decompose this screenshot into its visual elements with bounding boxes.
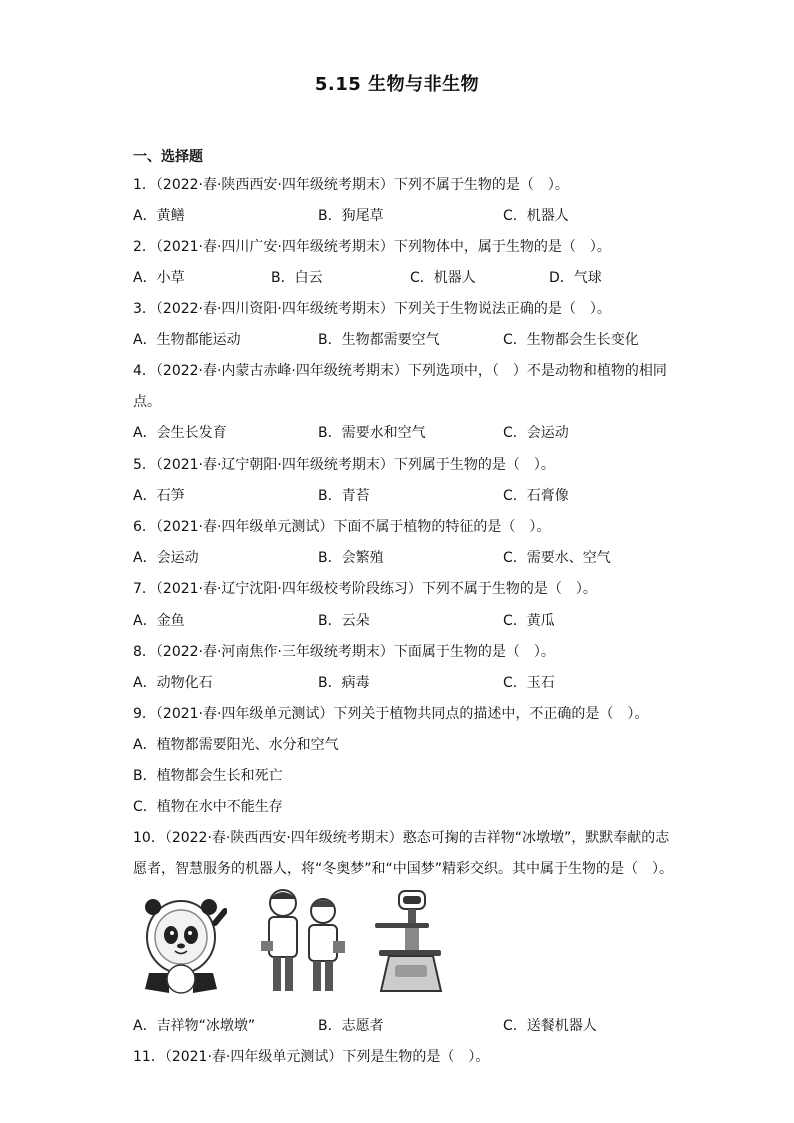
q5-option-a[interactable]: A．石笋 <box>133 488 185 504</box>
q9-option-c[interactable]: C．植物在水中不能生存 <box>133 799 283 815</box>
page-title: 5.15 生物与非生物 <box>314 74 480 95</box>
q4-option-c[interactable]: C．会运动 <box>503 425 569 441</box>
q2-option-d[interactable]: D．气球 <box>549 270 602 286</box>
q3-option-a[interactable]: A．生物都能运动 <box>133 332 241 348</box>
q10-option-a[interactable]: A．吉祥物“冰墩墩” <box>133 1018 256 1034</box>
q7-option-a[interactable]: A．金鱼 <box>133 613 185 629</box>
q3-option-b[interactable]: B．生物都需要空气 <box>318 332 440 348</box>
question-4-stem-cont: 点。 <box>133 394 161 410</box>
q1-option-c[interactable]: C．机器人 <box>503 208 569 224</box>
q1-option-b[interactable]: B．狗尾草 <box>318 208 384 224</box>
question-3-stem: 3．（2022·春·四川资阳·四年级统考期末）下列关于生物说法正确的是（ ）。 <box>133 301 611 317</box>
q8-option-c[interactable]: C．玉石 <box>503 675 555 691</box>
q5-option-c[interactable]: C．石膏像 <box>503 488 569 504</box>
question-10-stem-cont: 愿者，智慧服务的机器人，将“冬奥梦”和“中国梦”精彩交织。其中属于生物的是（ ）。 <box>133 861 674 877</box>
q10-option-b[interactable]: B．志愿者 <box>318 1018 384 1034</box>
q2-option-b[interactable]: B．白云 <box>271 270 323 286</box>
q7-option-b[interactable]: B．云朵 <box>318 613 370 629</box>
question-10-illustrations <box>133 885 453 1005</box>
question-9-stem: 9．（2021·春·四年级单元测试）下列关于植物共同点的描述中，不正确的是（ ）。 <box>133 706 649 722</box>
question-4-stem: 4．（2022·春·内蒙古赤峰·四年级统考期末）下列选项中，（ ）不是动物和植物的相同 <box>133 363 667 379</box>
q1-option-a[interactable]: A．黄鳝 <box>133 208 185 224</box>
question-8-stem: 8．（2022·春·河南焦作·三年级统考期末）下面属于生物的是（ ）。 <box>133 644 555 660</box>
q7-option-c[interactable]: C．黄瓜 <box>503 613 555 629</box>
q10-option-c[interactable]: C．送餐机器人 <box>503 1018 597 1034</box>
question-6-stem: 6．（2021·春·四年级单元测试）下面不属于植物的特征的是（ ）。 <box>133 519 551 535</box>
q2-option-a[interactable]: A．小草 <box>133 270 185 286</box>
q5-option-b[interactable]: B．青苔 <box>318 488 370 504</box>
q8-option-b[interactable]: B．病毒 <box>318 675 370 691</box>
question-1-stem: 1．（2022·春·陕西西安·四年级统考期末）下列不属于生物的是（ ）。 <box>133 177 569 193</box>
question-2-stem: 2．（2021·春·四川广安·四年级统考期末）下列物体中，属于生物的是（ ）。 <box>133 239 611 255</box>
q8-option-a[interactable]: A．动物化石 <box>133 675 213 691</box>
question-7-stem: 7．（2021·春·辽宁沈阳·四年级校考阶段练习）下列不属于生物的是（ ）。 <box>133 581 597 597</box>
question-5-stem: 5．（2021·春·辽宁朝阳·四年级统考期末）下列属于生物的是（ ）。 <box>133 457 555 473</box>
robot-illustration <box>371 887 451 999</box>
q6-option-a[interactable]: A．会运动 <box>133 550 199 566</box>
q2-option-c[interactable]: C．机器人 <box>410 270 476 286</box>
q4-option-b[interactable]: B．需要水和空气 <box>318 425 426 441</box>
q9-option-b[interactable]: B．植物都会生长和死亡 <box>133 768 283 784</box>
q9-option-a[interactable]: A．植物都需要阳光、水分和空气 <box>133 737 339 753</box>
question-10-stem: 10．（2022·春·陕西西安·四年级统考期末）憨态可掬的吉祥物“冰墩墩”，默默奉献的志 <box>133 830 670 846</box>
q6-option-b[interactable]: B．会繁殖 <box>318 550 384 566</box>
q4-option-a[interactable]: A．会生长发育 <box>133 425 227 441</box>
section-heading: 一、选择题 <box>133 149 203 165</box>
question-11-stem: 11．（2021·春·四年级单元测试）下列是生物的是（ ）。 <box>133 1049 490 1065</box>
q3-option-c[interactable]: C．生物都会生长变化 <box>503 332 639 348</box>
mascot-illustration <box>135 893 227 998</box>
volunteers-illustration <box>253 885 353 1000</box>
q6-option-c[interactable]: C．需要水、空气 <box>503 550 611 566</box>
